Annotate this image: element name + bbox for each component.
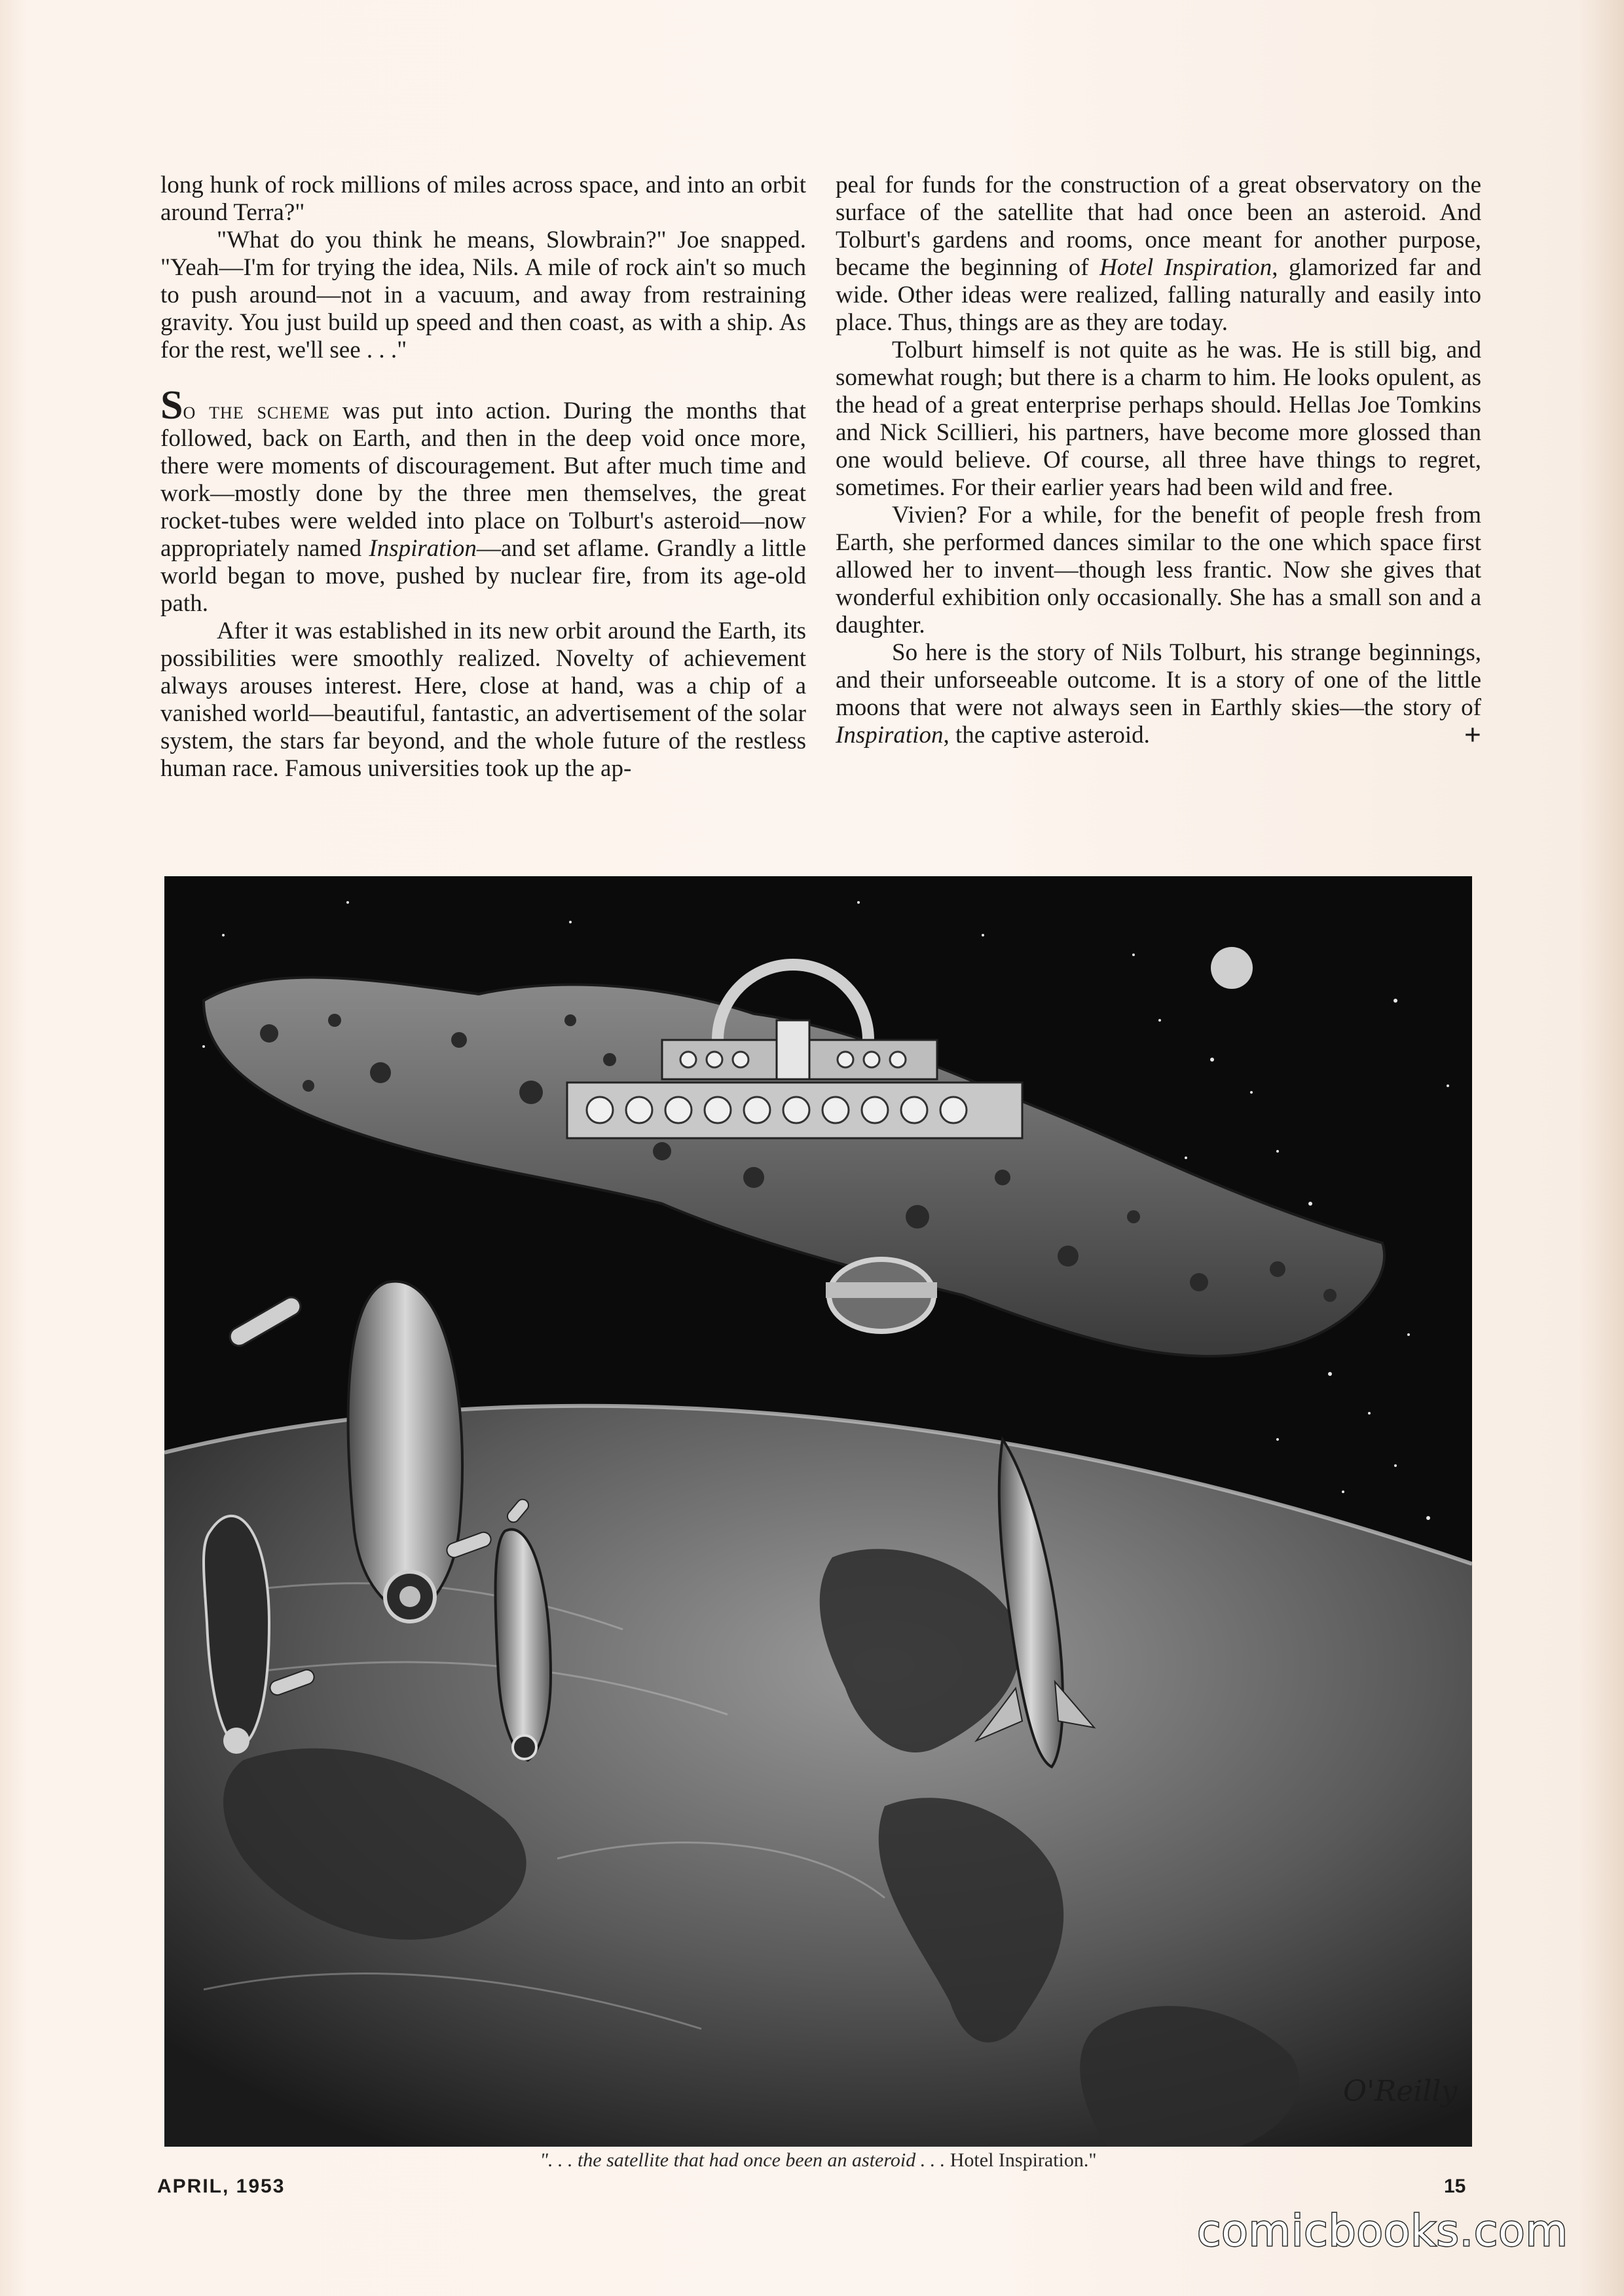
drop-cap: S [160,383,183,428]
watermark: comicbooks.com [1197,2206,1568,2256]
paragraph: "What do you think he means, Slowbrain?" Joe snapped. "Yeah—I'm for trying the idea, Nils. A mile of rock ain't so much to push around—not in a vacuum, and away from restraining gravity. You just build up speed and then coast, as with a ship. As for the rest, we'll see . . ." [160,227,806,363]
paragraph: So here is the story of Nils Tolburt, his strange beginnings, and their unforseeable outcome. It is a story of one of the little moons that were not always seen in Earthly skies—the story of Inspiration, the captive asteroid. + [836,639,1481,751]
end-of-story-mark: + [1464,718,1481,751]
paragraph: After it was established in its new orbit around the Earth, its possibilities were smoothly realized. Novelty of achievement always arouses interest. Here, close at hand, was a chip of a vanished world—beautiful, fantastic, an advertisement of the solar system, the stars far beyond, and the whole future of the restless human race. Famous universities took up the ap- [160,618,806,782]
illustration-artwork [164,876,1472,2147]
paragraph: Vivien? For a while, for the benefit of people fresh from Earth, she performed dances similar to the one which space first allowed her to invent—though less frantic. Now she gives that wonderful exhibition only occasionally. She has a small son and a daughter. [836,502,1481,639]
right-text-column [836,172,1481,749]
issue-date: APRIL, 1953 [157,2176,286,2197]
paragraph: Tolburt himself is not quite as he was. He is still big, and somewhat rough; but there is a charm to him. He looks opulent, as the head of a great enterprise perhaps should. Hellas Joe Tomkins and Nick Scillieri, his partners, have become more glossed than one would believe. Of course, all three have things to regret, sometimes. For their earlier years had been wild and free. [836,337,1481,501]
paragraph: peal for funds for the construction of a great observatory on the surface of the satellite that had once been an asteroid. And Tolburt's gardens and rooms, once meant for another purpose, became the beginning of Hotel Inspiration, glamorized far and wide. Other ideas were realized, falling naturally and easily into place. Thus, things are as they are today. [836,172,1481,336]
small-caps-lead: o the scheme [183,398,330,424]
left-text-column [160,172,806,783]
paragraph: long hunk of rock millions of miles across space, and into an orbit around Terra?" [160,172,806,226]
page-number: 15 [1444,2176,1466,2197]
moon [1211,947,1253,989]
space-illustration [164,876,1472,2147]
paragraph: So the scheme was put into action. During the months that followed, back on Earth, and then in the deep void once more, there were moments of discouragement. But after much time and work—mostly done by the three men themselves, the great rocket-tubes were welded into place on Tolburt's asteroid—now appropriately named Inspiration—and set aflame. Grandly a little world began to move, pushed by nuclear fire, from its age-old path. [160,383,807,617]
artist-signature: O'Reilly [1343,2075,1458,2108]
illustration-caption: ". . . the satellite that had once been an asteroid . . . Hotel Inspiration." [540,2149,1097,2171]
